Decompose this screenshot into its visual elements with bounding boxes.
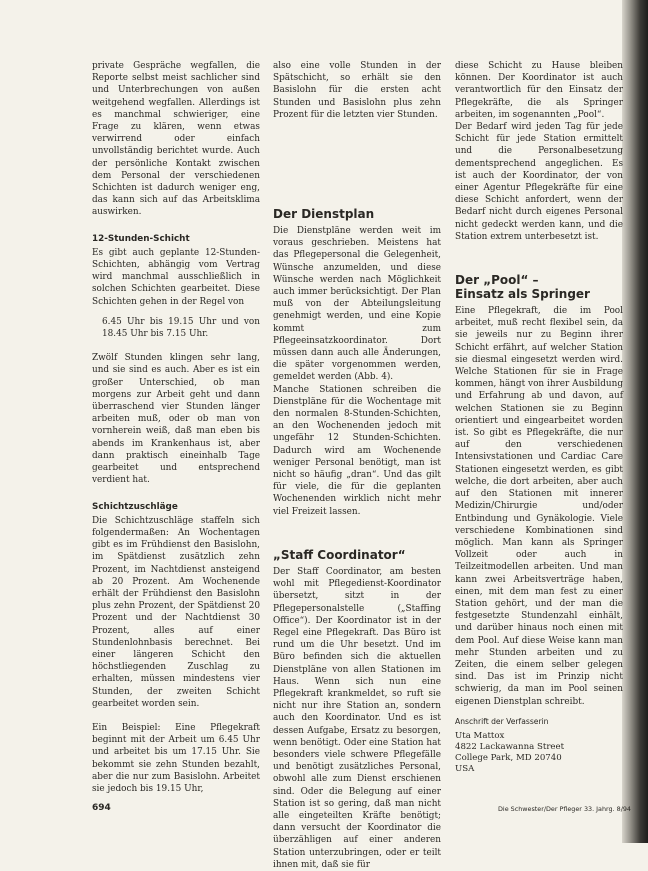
paragraph: Die Dienstpläne werden weit im voraus geschrieben. Meistens hat das Pflegepersonal die Gelegenheit, Wünsche anzumelden, und diese Wünsche werden nach Möglichkeit auch immer berücksichtigt. Der Plan muß von der Abteilungsleitung genehmigt werden, und eine Kopie kommt zum Pflegeeinsatzkoordinator. Dort müssen dann auch alle Änderungen, die später vorgenommen werden, gemeldet werden (Abb. 4). bbox=[273, 226, 441, 383]
heading-staff-coordinator: „Staff Coordinator“ bbox=[273, 547, 406, 562]
author-name: Uta Mattox bbox=[455, 731, 505, 741]
journal-footer: Die Schwester/Der Pfleger 33. Jahrg. 8/94 bbox=[498, 805, 631, 813]
paragraph: also eine volle Stunden in der Spätschicht, so erhält sie den Basislohn für die ersten acht Stunden und Basislohn plus zehn Prozent für die letzten vier Stunden. bbox=[273, 61, 441, 120]
shift-times: 6.45 Uhr bis 19.15 Uhr und von 18.45 Uhr bis 7.15 Uhr. bbox=[102, 316, 260, 340]
author-address bbox=[455, 716, 623, 775]
paragraph: Manche Stationen schreiben die Dienstpläne für die Wochentage mit den normalen 8-Stunden-Schichten, an den Wochenenden jedoch mit ungefähr 12 Stunden-Schichten. Dadurch wird am Wochenende weniger Personal benötigt, man ist nicht so häufig „dran“. Und das gilt für viele, die für die geplanten Wochenenden wirklich nicht mehr viel Freizeit lassen. bbox=[273, 384, 441, 517]
text-column-left bbox=[92, 60, 260, 795]
subheading-schichtzuschlaege: Schichtzuschläge bbox=[92, 501, 178, 512]
paragraph: Eine Pflegekraft, die im Pool arbeitet, muß recht flexibel sein, da sie jeweils nur zu Beginn ihrer Schicht erfährt, auf welcher Station sie diesmal eingesetzt werden wird. Welche Stationen für sie in Frage kommen, hängt von ihrer Ausbildung und Erfahrung ab und davon, auf welchen Stationen sie zu Beginn orientiert und eingearbeitet worden ist. So gibt es Pflegekräfte, die nur auf den verschiedenen Intensivstationen und Cardiac Care Stationen eingesetzt werden, es gibt welche, die dort arbeiten, aber auch auf den Stationen mit innerer Medizin/Chirurgie und/oder Entbindung und Gynäkologie. Viele verschiedene Kombinationen sind möglich. Man kann als Springer Vollzeit oder auch in Teilzeitmodellen arbeiten. Und man kann zwei Arbeitsverträge haben, einen, mit dem man fest zu einer Station gehört, und der man die festgesetzte Stundenzahl einhält, und darüber hinaus noch einen mit dem Pool. Auf diese Weise kann man mehr Stunden arbeiten und zu Zeiten, die einem selber gelegen sind. Das ist im Prinzip nicht schwierig, da man im Pool seinen eigenen Dienstplan schreibt. bbox=[455, 306, 623, 707]
paragraph: private Gespräche wegfallen, die Reporte selbst meist sachlicher sind und Unterbrechungen von außen weitgehend wegfallen. Allerdings ist es manchmal schwieriger, eine Frage zu klären, wenn etwas verwirrend oder einfach unvollständig berichtet wurde. Auch der persönliche Kontakt zwischen dem Personal der verschiedenen Schichten ist dadurch weniger eng, das kann sich auf das Arbeitsklima auswirken. bbox=[92, 61, 260, 218]
paragraph: Der Bedarf wird jeden Tag für jede Schicht für jede Station ermittelt und die Personalbesetzung dementsprechend angeglichen. Es ist auch der Koordinator, der von einer Agentur Pflegekräfte für eine diese Schicht anfordert, wenn der Bedarf nicht durch eigenes Personal nicht gedeckt werden kann, und die Station extrem unterbesetzt ist. bbox=[455, 122, 623, 242]
paragraph: Der Staff Coordinator, am besten wohl mit Pflegedienst-Koordinator übersetzt, sitzt in der Pflegepersonalstelle („Staffing Office“). Der Koordinator ist in der Regel eine Pflegekraft. Das Büro ist rund um die Uhr besetzt. Und im Büro befinden sich die aktuellen Dienstpläne von allen Stationen im Haus. Wenn sich nun eine Pflegekraft krankmeldet, so ruft sie nicht nur ihre Station an, sondern auch den Koordinator. Und es ist dessen Aufgabe, Ersatz zu besorgen, wenn benötigt. Oder eine Station hat besonders viele schwere Pflegefälle und benötigt zusätzliches Personal, obwohl alle zum Dienst erschienen sind. Oder die Belegung auf einer Station ist so gering, daß man nicht alle eingeteilten Kräfte benötigt; dann versucht der Koordinator die überzähligen auf einer anderen Station unterzubringen, oder er teilt ihnen mit, daß sie für bbox=[273, 566, 441, 870]
heading-dienstplan: Der Dienstplan bbox=[273, 207, 375, 222]
author-heading: Anschrift der Verfasserin bbox=[455, 717, 549, 726]
heading-pool-line1: Der „Pool“ – bbox=[455, 273, 539, 288]
text-column-right bbox=[455, 60, 623, 708]
author-street: 4822 Lackawanna Street bbox=[455, 742, 565, 752]
paragraph: Die Schichtzuschläge staffeln sich folgendermaßen: An Wochentagen gibt es im Frühdienst den Basislohn, im Spätdienst zusätzlich zehn Prozent, im Nachtdienst ansteigend ab 20 Prozent. Am Wochenende erhält der Frühdienst den Basislohn plus zehn Prozent, der Spätdienst 20 Prozent und der Nachtdienst 30 Prozent, alles auf einer Stundenlohnbasis berechnet. Bei einer längeren Schicht den höchstliegenden Zuschlag zu erhalten, müssen mindestens vier Stunden, der zweiten Schicht gearbeitet worden sein. bbox=[92, 515, 260, 709]
heading-pool bbox=[455, 273, 623, 301]
paragraph: Zwölf Stunden klingen sehr lang, und sie sind es auch. Aber es ist ein großer Unterschied, ob man morgens zur Arbeit geht und dann überraschend vier Stunden länger arbeiten muß, oder ob man von vornherein weiß, daß man eben bis abends im Krankenhaus ist, aber dann praktisch eineinhalb Tage gearbeitet und entsprechend verdient hat. bbox=[92, 353, 260, 486]
book-binding-shadow bbox=[622, 0, 648, 843]
paragraph: Ein Beispiel: Eine Pflegekraft beginnt mit der Arbeit um 6.45 Uhr und arbeitet bis um 17.15 Uhr. Sie bekommt sie zehn Stunden bezahlt, aber die nur zum Basislohn. Arbeitet sie jedoch bis 19.15 Uhr, bbox=[92, 722, 260, 794]
page-number: 694 bbox=[92, 803, 111, 813]
author-country: USA bbox=[455, 764, 475, 774]
author-city: College Park, MD 20740 bbox=[455, 753, 562, 763]
text-column-middle bbox=[273, 60, 441, 871]
heading-pool-line2: Einsatz als Springer bbox=[455, 287, 590, 302]
paragraph: diese Schicht zu Hause bleiben können. Der Koordinator ist auch verantwortlich für den Einsatz der Pflegekräfte, die als Springer arbeiten, im sogenannten „Pool“. bbox=[455, 61, 623, 120]
subheading-12-stunden-schicht: 12-Stunden-Schicht bbox=[92, 233, 190, 244]
paragraph: Es gibt auch geplante 12-Stunden-Schichten, abhängig vom Vertrag wird manchmal ausschließlich in solchen Schichten gearbeitet. Diese Schichten gehen in der Regel von bbox=[92, 247, 260, 307]
